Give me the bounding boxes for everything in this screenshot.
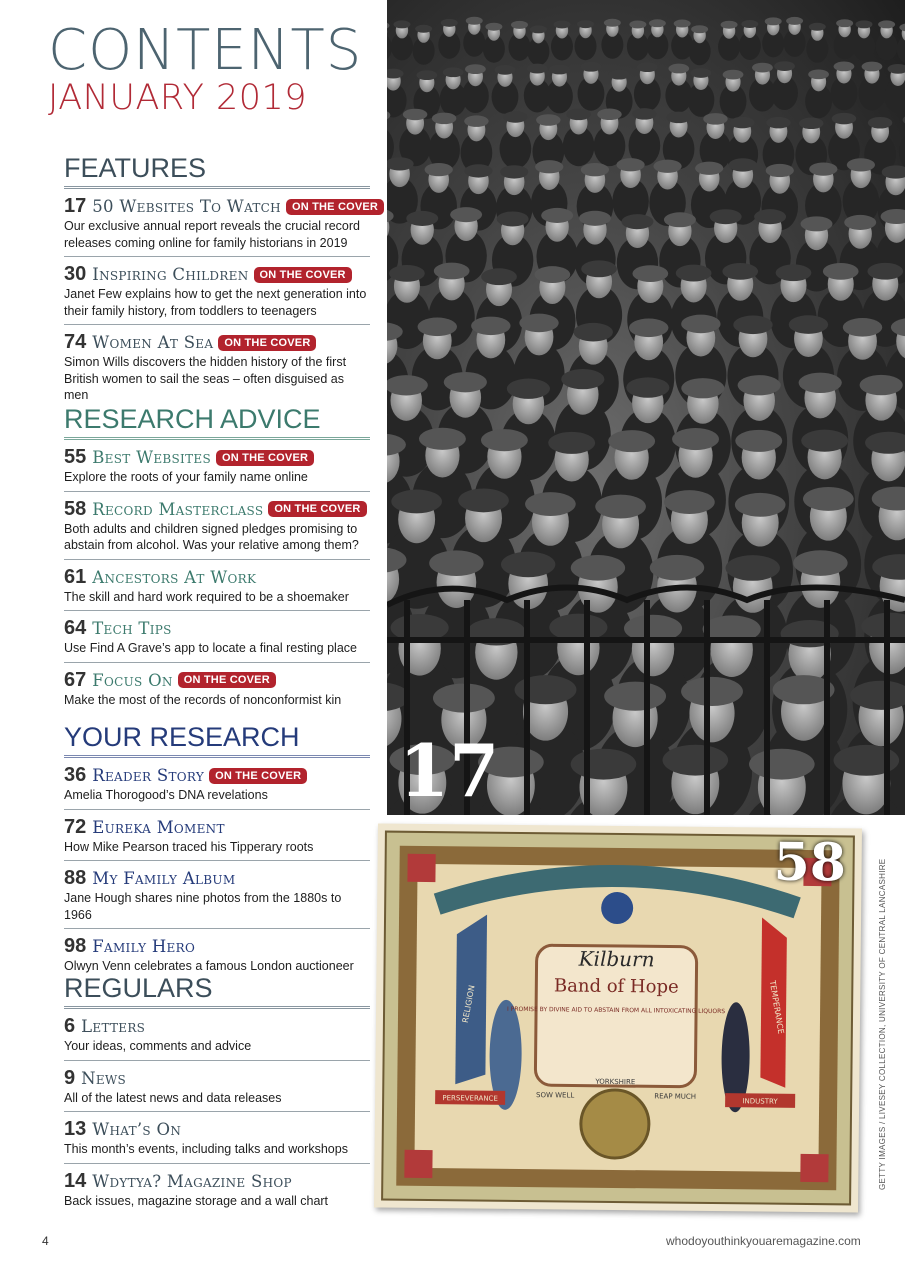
entry-description: Make the most of the records of nonconformist kin	[64, 692, 342, 707]
crowd-cap	[495, 65, 516, 75]
crowd-cap	[803, 487, 854, 511]
entry-title: Eureka Moment	[92, 817, 225, 837]
crowd-cap	[672, 428, 719, 450]
crowd-cap	[415, 25, 432, 33]
entry-title: Wdytya? Magazine Shop	[92, 1171, 292, 1191]
photo-page-number: 17	[399, 728, 500, 813]
religion-banner: RELIGION	[460, 984, 477, 1024]
crowd-cap	[621, 214, 653, 229]
crowd-cap	[609, 70, 630, 80]
entry-title: Record Masterclass	[92, 499, 264, 519]
crowd-cap	[432, 113, 456, 125]
industry-ribbon: INDUSTRY	[742, 1097, 778, 1106]
entry-description: Janet Few explains how to get the next generation into their family history, from toddlers to teenagers	[64, 287, 367, 318]
crowd-cap	[507, 379, 550, 399]
toc-entry[interactable]	[64, 492, 370, 560]
cover-badge: ON THE COVER	[218, 335, 316, 351]
page-number: 36	[64, 764, 87, 786]
folio-page-number: 4	[42, 1234, 49, 1248]
page-number: 6	[64, 1015, 76, 1037]
entry-description: Olwyn Venn celebrates a famous London auctioneer	[64, 959, 354, 973]
crowd-cap	[527, 64, 548, 74]
crowd-cap	[834, 62, 855, 72]
section-heading: RESEARCH ADVICE	[64, 404, 370, 440]
crowd-cap	[549, 614, 607, 641]
crowd-cap	[450, 207, 482, 222]
entry-description: Your ideas, comments and advice	[64, 1039, 252, 1053]
cover-badge: ON THE COVER	[216, 450, 314, 466]
crowd-cap	[581, 260, 617, 277]
crowd-cap	[653, 160, 681, 173]
crowd-cap	[464, 164, 492, 177]
crowd-cap	[581, 62, 602, 72]
crowd-cap	[681, 315, 720, 334]
regulars-section	[64, 973, 370, 1214]
crowd-cap	[867, 263, 903, 280]
cover-badge: ON THE COVER	[209, 768, 307, 784]
crowd-cap	[888, 64, 905, 74]
toc-entry[interactable]	[64, 810, 370, 862]
crowd-cap	[571, 749, 637, 780]
crowd-cap	[741, 20, 758, 28]
page-number: 58	[64, 497, 87, 520]
crowd-cap	[458, 488, 509, 512]
crowd-cap	[663, 745, 729, 776]
crowd-cap	[674, 20, 691, 28]
crowd-cap	[515, 675, 577, 704]
crowd-cap	[808, 69, 829, 79]
page-number: 17	[64, 195, 87, 217]
crowd-cap	[862, 62, 883, 72]
pledge-card-image[interactable]	[374, 823, 862, 1212]
crowd-cap	[629, 319, 668, 338]
crowd-cap	[801, 430, 848, 452]
crowd-cap	[497, 211, 529, 226]
crowd-cap	[703, 113, 727, 125]
crowd-figure-body	[897, 35, 905, 63]
toc-entry[interactable]	[64, 440, 370, 492]
crowd-cap	[500, 165, 528, 178]
issue-date: JANUARY 2019	[48, 78, 308, 118]
section-heading: YOUR RESEARCH	[64, 722, 370, 758]
crowd-cap	[649, 19, 666, 27]
crowd-cap	[549, 65, 570, 75]
crowd-cap	[735, 430, 782, 452]
crowd-cap	[801, 216, 833, 231]
toc-entry[interactable]	[64, 1061, 370, 1113]
crowd-cap	[541, 208, 573, 223]
crowd-cap	[485, 23, 502, 31]
crowd-cap	[766, 117, 790, 129]
crowd-cap	[418, 318, 457, 337]
crowd-cap	[878, 20, 895, 28]
page-number: 55	[64, 446, 87, 468]
entry-title: Tech Tips	[92, 619, 172, 638]
features-section	[64, 153, 379, 409]
toc-entry[interactable]	[64, 1164, 370, 1215]
crowd-cap	[393, 20, 410, 28]
crowd-photo[interactable]	[387, 0, 905, 815]
crowd-cap	[573, 323, 612, 342]
crowd-cap	[650, 555, 704, 581]
crowd-cap	[691, 68, 712, 78]
crowd-cap	[738, 375, 781, 395]
crowd-cap	[511, 21, 528, 29]
crowd-cap	[735, 493, 786, 517]
entry-title: Ancestors At Work	[92, 567, 257, 587]
entry-title: News	[81, 1068, 127, 1088]
crowd-cap	[434, 263, 470, 280]
entry-description: Jane Hough shares nine photos from the 1880s to 1966	[64, 891, 342, 922]
crowd-cap	[809, 23, 826, 31]
crowd-cap	[387, 22, 389, 30]
crowd-cap	[403, 109, 427, 121]
crowd-cap	[855, 20, 872, 28]
entry-title: Family Hero	[92, 937, 196, 956]
entry-description: Explore the roots of your family name online	[64, 470, 308, 484]
crowd-cap	[752, 63, 773, 73]
crowd-cap	[566, 109, 590, 121]
crowd-cap	[425, 163, 453, 176]
crowd-cap	[799, 373, 842, 393]
entry-title: Inspiring Children	[92, 265, 249, 284]
footer-website[interactable]: whodoyouthinkyouaremagazine.com	[666, 1234, 861, 1248]
crowd-cap	[637, 62, 658, 72]
crowd-cap	[765, 17, 782, 25]
crowd-cap	[786, 17, 803, 25]
entry-description: Our exclusive annual report reveals the crucial record releases coming online for family historians in 2019	[64, 219, 360, 250]
crowd-cap	[809, 162, 837, 175]
crowd-cap	[626, 377, 669, 397]
crowd-cap	[406, 211, 438, 226]
entry-title: My Family Album	[92, 869, 236, 888]
band-of-hope-label: Band of Hope	[553, 975, 679, 998]
crowd-cap	[729, 158, 757, 171]
section-heading: REGULARS	[64, 973, 370, 1009]
crowd-cap	[632, 265, 668, 282]
entry-description: The skill and hard work required to be a shoemaker	[64, 589, 349, 604]
crowd-cap	[710, 209, 742, 224]
crowd-cap	[464, 115, 488, 127]
crowd-cap	[608, 430, 655, 452]
page-number: 74	[64, 331, 87, 353]
entry-description: All of the latest news and data releases	[64, 1090, 282, 1105]
entry-title: What’s On	[92, 1120, 182, 1139]
crowd-cap	[668, 64, 689, 74]
crowd-cap	[681, 378, 724, 398]
toc-entry[interactable]	[64, 663, 370, 714]
crowd-cap	[561, 369, 604, 389]
crowd-cap	[844, 215, 876, 230]
crowd-cap	[525, 492, 576, 516]
crowd-cap	[722, 263, 758, 280]
crowd-cap	[433, 683, 495, 712]
crowd-cap	[664, 212, 696, 227]
crowd-cap	[664, 490, 715, 514]
crowd-cap	[823, 263, 859, 280]
crowd-cap	[691, 25, 708, 33]
crowd-cap	[553, 20, 570, 28]
crowd-cap	[571, 555, 625, 581]
crowd-cap	[389, 265, 425, 282]
crowd-cap	[676, 265, 712, 282]
crowd-cap	[443, 67, 464, 77]
crowd-cap	[604, 682, 666, 711]
entry-description: Amelia Thorogood’s DNA revelations	[64, 788, 268, 802]
crowd-cap	[597, 109, 621, 121]
crowd-cap	[535, 160, 563, 173]
crowd-cap	[847, 158, 875, 171]
crowd-cap	[781, 620, 839, 647]
toc-entry[interactable]	[64, 929, 370, 980]
crowd-cap	[832, 113, 856, 125]
crowd-cap	[721, 21, 738, 29]
crowd-cap	[860, 375, 903, 395]
cover-badge: ON THE COVER	[254, 267, 352, 283]
crowd-cap	[632, 108, 656, 120]
toc-entry[interactable]	[64, 611, 370, 663]
page-number: 14	[64, 1169, 87, 1192]
crowd-cap	[471, 317, 510, 336]
reap-much-label: REAP MUCH	[654, 1092, 697, 1101]
crowd-cap	[730, 117, 754, 129]
toc-entry[interactable]	[64, 1009, 370, 1061]
crowd-cap	[766, 164, 794, 177]
crowd-cap	[391, 490, 442, 514]
crowd-cap	[899, 23, 905, 31]
crowd-cap	[577, 20, 594, 28]
crowd-cap	[429, 550, 483, 576]
crowd-cap	[503, 111, 527, 123]
entry-description: How Mike Pearson traced his Tipperary roots	[64, 839, 314, 854]
crowd-cap	[595, 495, 646, 519]
crowd-cap	[629, 20, 646, 28]
crowd-cap	[535, 266, 571, 283]
crowd-cap	[733, 316, 772, 335]
crowd-cap	[536, 114, 560, 126]
crowd-cap	[774, 61, 795, 71]
toc-entry[interactable]	[64, 1112, 370, 1164]
page-header	[48, 18, 363, 118]
cover-badge: ON THE COVER	[178, 672, 276, 688]
crowd-cap	[604, 19, 621, 27]
crowd-cap	[579, 211, 611, 226]
entry-description: Back issues, magazine storage and a wall chart	[64, 1193, 329, 1208]
crowd-cap	[419, 428, 466, 450]
crowd-cap	[799, 118, 823, 130]
page-number: 13	[64, 1118, 87, 1140]
crowd-cap	[754, 209, 786, 224]
crowd-cap	[444, 372, 487, 392]
page-number: 64	[64, 617, 87, 639]
page-number: 88	[64, 867, 87, 889]
pledge-text: I PROMISE BY DIVINE AID TO ABSTAIN FROM ALL INTOXICATING LIQUORS	[507, 1005, 726, 1016]
yorkshire-seal-label: YORKSHIRE	[595, 1077, 636, 1087]
perseverance-ribbon: PERSEVERANCE	[442, 1094, 498, 1103]
temperance-banner: TEMPERANCE	[767, 979, 786, 1035]
crowd-cap	[481, 429, 528, 451]
entry-title: Letters	[81, 1017, 146, 1036]
research-advice-section	[64, 404, 370, 713]
crowd-cap	[616, 158, 644, 171]
crowd-cap	[530, 25, 547, 33]
entry-title: Women At Sea	[92, 333, 214, 352]
entry-title: Focus On	[92, 670, 173, 690]
crowd-cap	[776, 264, 812, 281]
crowd-cap	[723, 70, 744, 80]
crowd-illustration	[387, 0, 905, 815]
crowd-cap	[789, 315, 828, 334]
toc-entry[interactable]	[64, 257, 370, 325]
page-number: 30	[64, 263, 87, 285]
toc-entry[interactable]	[64, 758, 370, 810]
crowd-cap	[519, 314, 558, 333]
crowd-cap	[793, 550, 847, 576]
section-heading: FEATURES	[64, 153, 370, 189]
page-title: CONTENTS	[48, 18, 363, 83]
entry-title: Reader Story	[92, 766, 205, 785]
crowd-cap	[548, 432, 595, 454]
toc-entry[interactable]	[64, 861, 370, 929]
crowd-cap	[501, 552, 555, 578]
entry-description: Simon Wills discovers the hidden history of the first British women to sail the seas – often disguised as men	[64, 355, 347, 402]
entry-description: This month’s events, including talks and workshops	[64, 1142, 348, 1156]
crowd-cap	[681, 677, 743, 706]
entry-description: Both adults and children signed pledges promising to abstain from alcohol. Was your relative among them?	[64, 521, 359, 552]
cover-badge: ON THE COVER	[286, 199, 384, 215]
toc-entry[interactable]	[64, 560, 370, 612]
crowd-cap	[466, 17, 483, 25]
sow-well-label: SOW WELL	[536, 1091, 575, 1100]
crowd-cap	[695, 162, 723, 175]
toc-entry[interactable]	[64, 189, 379, 257]
crowd-cap	[836, 19, 853, 27]
your-research-section	[64, 722, 370, 980]
crowd-cap	[726, 555, 780, 581]
pledge-name: Kilburn	[578, 946, 655, 972]
entry-title: 50 Websites To Watch	[92, 197, 281, 216]
toc-entry[interactable]	[64, 325, 370, 409]
page-number: 61	[64, 565, 87, 588]
page-number: 67	[64, 668, 87, 691]
cover-badge: ON THE COVER	[268, 501, 366, 517]
photo-page-number: 58	[773, 831, 847, 894]
crowd-cap	[843, 318, 882, 337]
crowd-cap	[481, 268, 517, 285]
crowd-cap	[387, 69, 404, 79]
entry-title: Best Websites	[92, 448, 211, 467]
crowd-cap	[868, 117, 892, 129]
page-number: 98	[64, 935, 87, 957]
photo-credit: GETTY IMAGES / LIVESEY COLLECTION, UNIVERSITY OF CENTRAL LANCASHIRE	[878, 858, 887, 1190]
crowd-cap	[416, 70, 437, 80]
crowd-cap	[581, 163, 609, 176]
entry-description: Use Find A Grave’s app to locate a final resting place	[64, 641, 357, 655]
crowd-cap	[465, 64, 486, 74]
crowd-cap	[749, 749, 815, 780]
page-number: 9	[64, 1066, 76, 1089]
crowd-cap	[441, 19, 458, 27]
page-number: 72	[64, 815, 87, 838]
crowd-cap	[666, 112, 690, 124]
